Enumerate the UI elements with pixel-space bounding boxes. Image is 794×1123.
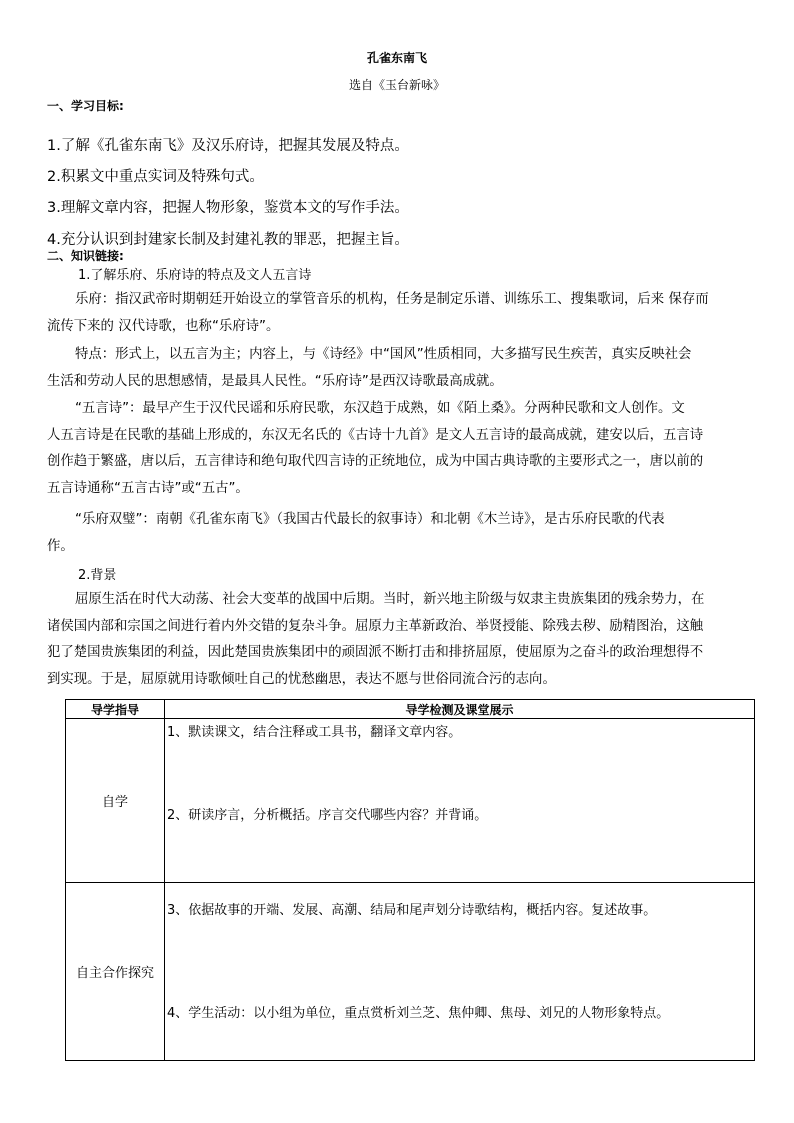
task-item: 1、默读课文，结合注释或工具书，翻译文章内容。 (167, 725, 462, 740)
table-header-checks: 导学检测及课堂展示 (165, 700, 755, 719)
paragraph-wuyan (47, 396, 747, 502)
goal-1: 1.了解《孔雀东南飞》及汉乐府诗，把握其发展及特点。 (47, 138, 409, 154)
table-header-guidance: 导学指导 (66, 700, 165, 719)
paragraph-beijing (47, 587, 747, 693)
paragraph-line: 生活和劳动人民的思想感情，是最具人民性。“乐府诗”是西汉诗歌最高成就。 (47, 373, 503, 389)
doc-subtitle: 选自《玉台新咏》 (348, 78, 445, 92)
paragraph-line: 五言诗通称“五言古诗”或“五古”。 (47, 480, 249, 496)
section2-heading: 二、知识链接: (47, 249, 124, 263)
row-tasks (165, 883, 755, 1061)
paragraph-line: 诸侯国内部和宗国之间进行着内外交错的复杂斗争。屈原力主革新政治、举贤授能、除残去秽、励精图治，这触 (47, 618, 704, 634)
paragraph-line: 人五言诗是在民歌的基础上形成的，东汉无名氏的《古诗十九首》是文人五言诗的最高成就，建安以后，五言诗 (47, 427, 704, 443)
paragraph-line: 到实现。于是，屈原就用诗歌倾吐自己的忧愁幽思，表达不愿与世俗同流合污的志向。 (47, 671, 556, 687)
paragraph-shuangbi (47, 507, 747, 560)
paragraph-line: “乐府双璧”：南朝《孔雀东南飞》（我国古代最长的叙事诗）和北朝《木兰诗》，是古乐府民歌的代表 (75, 512, 665, 527)
section1-heading: 一、学习目标: (47, 99, 124, 113)
paragraph-line: 屈原生活在时代大动荡、社会大变革的战国中后期。当时，新兴地主阶级与奴隶主贵族集团的残余势力，在 (75, 592, 705, 607)
task-item: 2、研读序言，分析概括。序言交代哪些内容？并背诵。 (167, 808, 488, 823)
paragraph-line: 作。 (47, 538, 74, 554)
task-item: 3、依据故事的开端、发展、高潮、结局和尾声划分诗歌结构，概括内容。复述故事。 (167, 903, 657, 918)
paragraph-line: 流传下来的 汉代诗歌，也称“乐府诗”。 (47, 318, 280, 334)
goal-2: 2.积累文中重点实词及特殊句式。 (47, 169, 264, 185)
paragraph-tedian (47, 342, 747, 395)
goal-4: 4.充分认识到封建家长制及封建礼教的罪恶，把握主旨。 (47, 232, 409, 248)
doc-title: 孔雀东南飞 (366, 51, 427, 65)
paragraph-yuefu (47, 287, 747, 340)
paragraph-line: “五言诗”：最早产生于汉代民谣和乐府民歌，东汉趋于成熟，如《陌上桑》。分两种民歌和文人创作。文 (75, 401, 685, 416)
goal-3: 3.理解文章内容，把握人物形象，鉴赏本文的写作手法。 (47, 200, 409, 216)
paragraph-line: 特点：形式上，以五言为主；内容上，与《诗经》中“国风”性质相同，大多描写民生疾苦，真实反映社会 (75, 347, 692, 362)
guide-table (65, 699, 755, 1061)
table-row (66, 883, 755, 1061)
table-header-row (66, 700, 755, 719)
row-label: 自主合作探究 (66, 883, 165, 1061)
table-row (66, 719, 755, 883)
task-item: 4、学生活动：以小组为单位，重点赏析刘兰芝、焦仲卿、焦母、刘兄的人物形象特点。 (167, 1006, 670, 1021)
paragraph-line: 犯了楚国贵族集团的利益，因此楚国贵族集团中的顽固派不断打击和排挤屈原，使屈原为之奋斗的政治理想得不 (47, 645, 704, 661)
section2-sub1: 1.了解乐府、乐府诗的特点及文人五言诗 (78, 268, 312, 283)
paragraph-line: 乐府：指汉武帝时期朝廷开始设立的掌管音乐的机构，任务是制定乐谱、训练乐工、搜集歌词，后来 保存而 (75, 292, 709, 307)
row-label: 自学 (66, 719, 165, 883)
section2-sub2: 2.背景 (78, 568, 117, 583)
paragraph-line: 创作趋于繁盛，唐以后，五言律诗和绝句取代四言诗的正统地位，成为中国古典诗歌的主要形式之一，唐以前的 (47, 454, 704, 470)
row-tasks (165, 719, 755, 883)
